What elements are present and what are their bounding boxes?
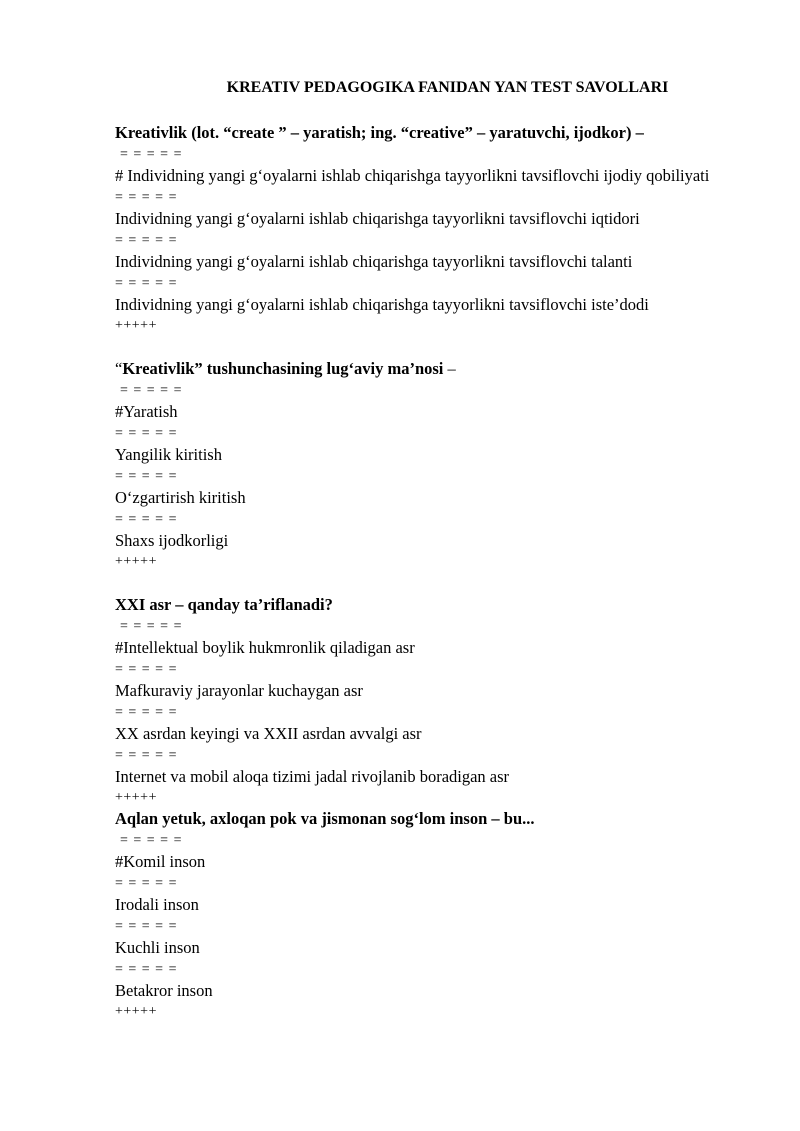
separator: = = = = = [115, 705, 178, 720]
question-text: Kreativlik (lot. “create ” – yaratish; ing. “creative” – yaratuvchi, ijodkor) – [115, 123, 644, 142]
answer-option: # Individning yangi g‘oyalarni ishlab chiqarishga tayyorlikni tavsiflovchi ijodiy qobiliyati [115, 166, 710, 185]
answer-option: Mafkuraviy jarayonlar kuchaygan asr [115, 681, 363, 700]
answer-option: #Komil inson [115, 852, 206, 871]
answer-option: Individning yangi g‘oyalarni ishlab chiqarishga tayyorlikni tavsiflovchi talanti [115, 252, 633, 271]
answer-option: Individning yangi g‘oyalarni ishlab chiqarishga tayyorlikni tavsiflovchi iste’dodi [115, 295, 649, 314]
separator: = = = = = [120, 619, 183, 634]
document-page [115, 76, 735, 1022]
question-text [115, 358, 735, 380]
question-text: Aqlan yetuk, axloqan pok va jismonan sog‘lom inson – bu... [115, 809, 535, 828]
separator: = = = = = [115, 662, 178, 677]
answer-option: Yangilik kiritish [115, 445, 222, 464]
separator: = = = = = [115, 469, 178, 484]
separator: = = = = = [115, 962, 178, 977]
question-dash: – [443, 359, 456, 378]
separator: = = = = = [115, 426, 178, 441]
end-marker: +++++ [115, 318, 157, 333]
answer-option: Irodali inson [115, 895, 199, 914]
end-marker: +++++ [115, 1004, 157, 1019]
answer-option: Individning yangi g‘oyalarni ishlab chiqarishga tayyorlikni tavsiflovchi iqtidori [115, 209, 640, 228]
separator: = = = = = [115, 512, 178, 527]
open-quote: “ [115, 359, 123, 378]
question-block-3 [115, 594, 735, 808]
question-block-4 [115, 808, 735, 1022]
answer-option: Shaxs ijodkorligi [115, 531, 229, 550]
separator: = = = = = [115, 919, 178, 934]
question-block-1 [115, 122, 735, 336]
answer-option: O‘zgartirish kiritish [115, 488, 246, 507]
separator: = = = = = [120, 147, 183, 162]
separator: = = = = = [120, 383, 183, 398]
separator: = = = = = [120, 833, 183, 848]
question-block-2 [115, 358, 735, 572]
answer-option: Internet va mobil aloqa tizimi jadal rivojlanib boradigan asr [115, 767, 510, 786]
separator: = = = = = [115, 748, 178, 763]
answer-option: Kuchli inson [115, 938, 200, 957]
separator: = = = = = [115, 190, 178, 205]
end-marker: +++++ [115, 554, 157, 569]
answer-option: XX asrdan keyingi va XXII asrdan avvalgi asr [115, 724, 422, 743]
answer-option: #Yaratish [115, 402, 178, 421]
separator: = = = = = [115, 276, 178, 291]
end-marker: +++++ [115, 790, 157, 805]
separator: = = = = = [115, 876, 178, 891]
answer-option: Betakror inson [115, 981, 213, 1000]
question-text: XXI asr – qanday ta’riflanadi? [115, 595, 333, 614]
answer-option: #Intellektual boylik hukmronlik qiladigan asr [115, 638, 415, 657]
separator: = = = = = [115, 233, 178, 248]
question-main: Kreativlik” tushunchasining lug‘aviy ma’nosi [122, 359, 444, 378]
page-title: KREATIV PEDAGOGIKA FANIDAN YAN TEST SAVOLLARI [226, 79, 669, 96]
